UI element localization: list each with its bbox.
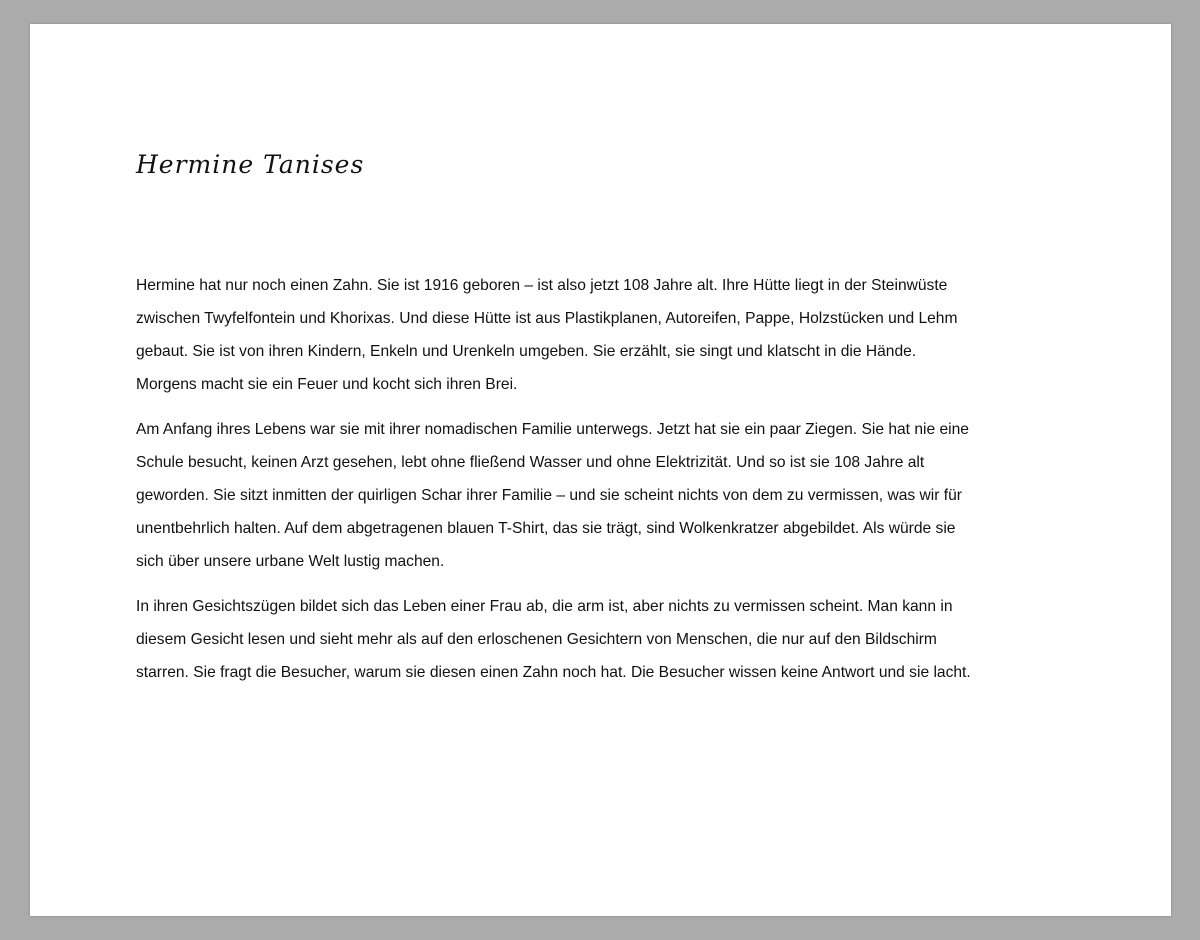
text-line: diesem Gesicht lesen und sieht mehr als auf den erloschenen Gesichtern von Menschen, die nur auf den Bildschirm [136, 631, 937, 648]
paragraph-1 [136, 269, 1036, 401]
document-body [136, 269, 1036, 701]
text-line: sich über unsere urbane Welt lustig machen. [136, 553, 445, 570]
text-line: unentbehrlich halten. Auf dem abgetragenen blauen T-Shirt, das sie trägt, sind Wolkenkratzer abgebildet. Als würde sie [136, 520, 956, 537]
paragraph-3 [136, 590, 1036, 689]
text-line: Am Anfang ihres Lebens war sie mit ihrer nomadischen Familie unterwegs. Jetzt hat sie ein paar Ziegen. Sie hat nie eine [136, 421, 969, 438]
text-line: In ihren Gesichtszügen bildet sich das Leben einer Frau ab, die arm ist, aber nichts zu vermissen scheint. Man kann in [136, 598, 953, 615]
paragraph-2 [136, 413, 1036, 578]
document-title: Hermine Tanises [136, 150, 365, 179]
text-line: Morgens macht sie ein Feuer und kocht sich ihren Brei. [136, 376, 518, 393]
text-line: Hermine hat nur noch einen Zahn. Sie ist 1916 geboren – ist also jetzt 108 Jahre alt. Ihre Hütte liegt in der Steinwüste [136, 277, 948, 294]
text-line: zwischen Twyfelfontein und Khorixas. Und diese Hütte ist aus Plastikplanen, Autoreifen, Pappe, Holzstücken und Lehm [136, 310, 958, 327]
text-line: Schule besucht, keinen Arzt gesehen, lebt ohne fließend Wasser und ohne Elektrizität. Und so ist sie 108 Jahre alt [136, 454, 925, 471]
text-line: starren. Sie fragt die Besucher, warum sie diesen einen Zahn noch hat. Die Besucher wissen keine Antwort und sie lacht. [136, 664, 971, 681]
text-line: geworden. Sie sitzt inmitten der quirligen Schar ihrer Familie – und sie scheint nichts von dem zu vermissen, was wir für [136, 487, 962, 504]
document-page [30, 24, 1171, 916]
text-line: gebaut. Sie ist von ihren Kindern, Enkeln und Urenkeln umgeben. Sie erzählt, sie singt und klatscht in die Hände. [136, 343, 917, 360]
